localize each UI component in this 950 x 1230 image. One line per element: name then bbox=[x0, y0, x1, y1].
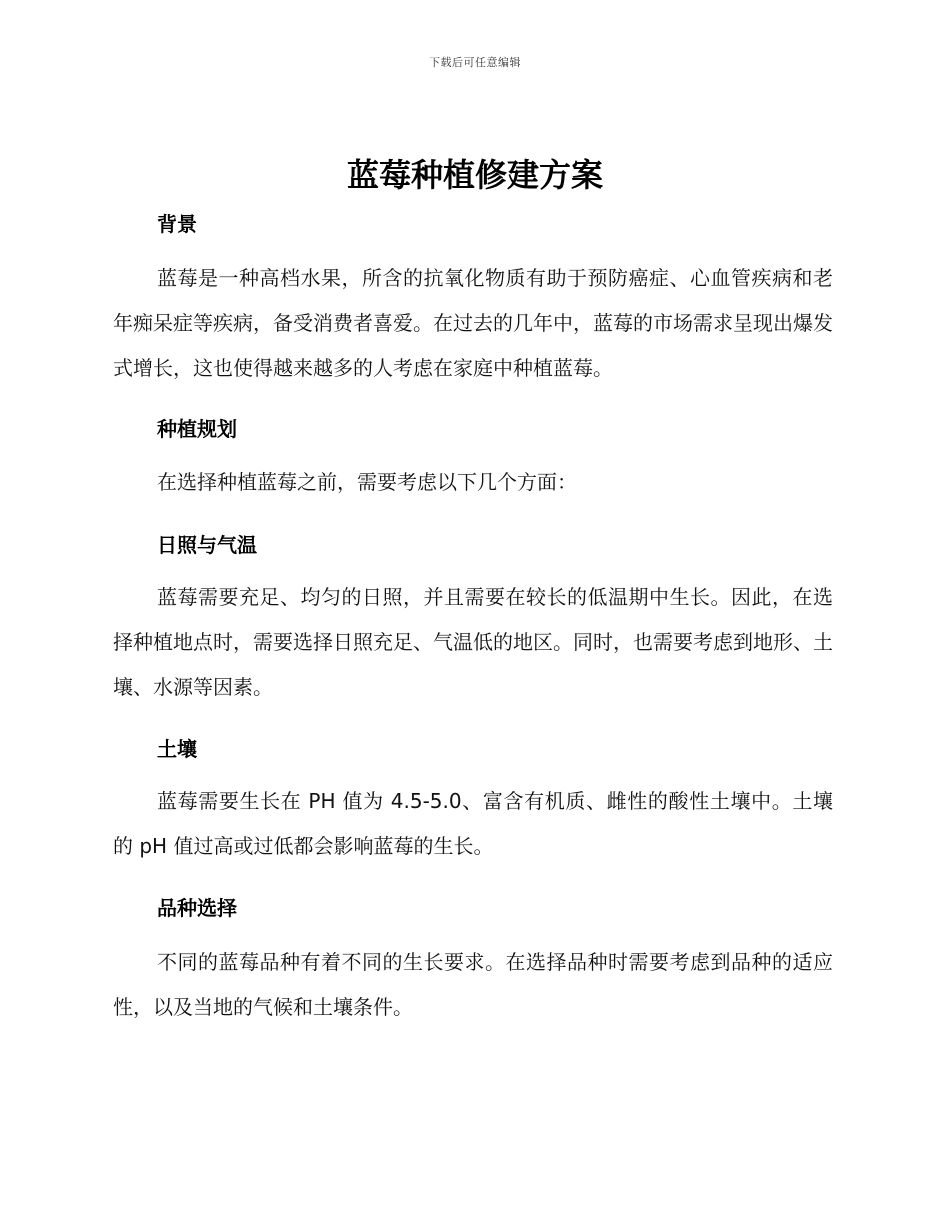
section-body-variety-selection: 不同的蓝莓品种有着不同的生长要求。在选择品种时需要考虑到品种的适应性，以及当地的气候和土壤条件。 bbox=[113, 950, 833, 1019]
section-body-sunlight-temperature: 蓝莓需要充足、均匀的日照，并且需要在较长的低温期中生长。因此，在选择种植地点时，需要选择日照充足、气温低的地区。同时，也需要考虑到地形、土壤、水源等因素。 bbox=[113, 585, 833, 699]
section-heading-background: 背景 bbox=[157, 212, 197, 236]
section-body-planting-plan: 在选择种植蓝莓之前，需要考虑以下几个方面： bbox=[157, 470, 577, 494]
section-body-background: 蓝莓是一种高档水果，所含的抗氧化物质有助于预防癌症、心血管疾病和老年痴呆症等疾病，备受消费者喜爱。在过去的几年中，蓝莓的市场需求呈现出爆发式增长，这也使得越来越多的人考虑在家庭中种植蓝莓。 bbox=[113, 266, 833, 380]
section-heading-sunlight-temperature: 日照与气温 bbox=[157, 533, 257, 557]
section-heading-planting-plan: 种植规划 bbox=[157, 417, 237, 441]
section-body-soil: 蓝莓需要生长在 PH 值为 4.5-5.0、富含有机质、雌性的酸性土壤中。土壤的 pH 值过高或过低都会影响蓝莓的生长。 bbox=[113, 789, 833, 858]
section-heading-variety-selection: 品种选择 bbox=[157, 896, 237, 920]
document-title: 蓝莓种植修建方案 bbox=[346, 156, 603, 194]
page-header-note: 下载后可任意编辑 bbox=[429, 56, 521, 69]
section-heading-soil: 土壤 bbox=[157, 737, 197, 761]
